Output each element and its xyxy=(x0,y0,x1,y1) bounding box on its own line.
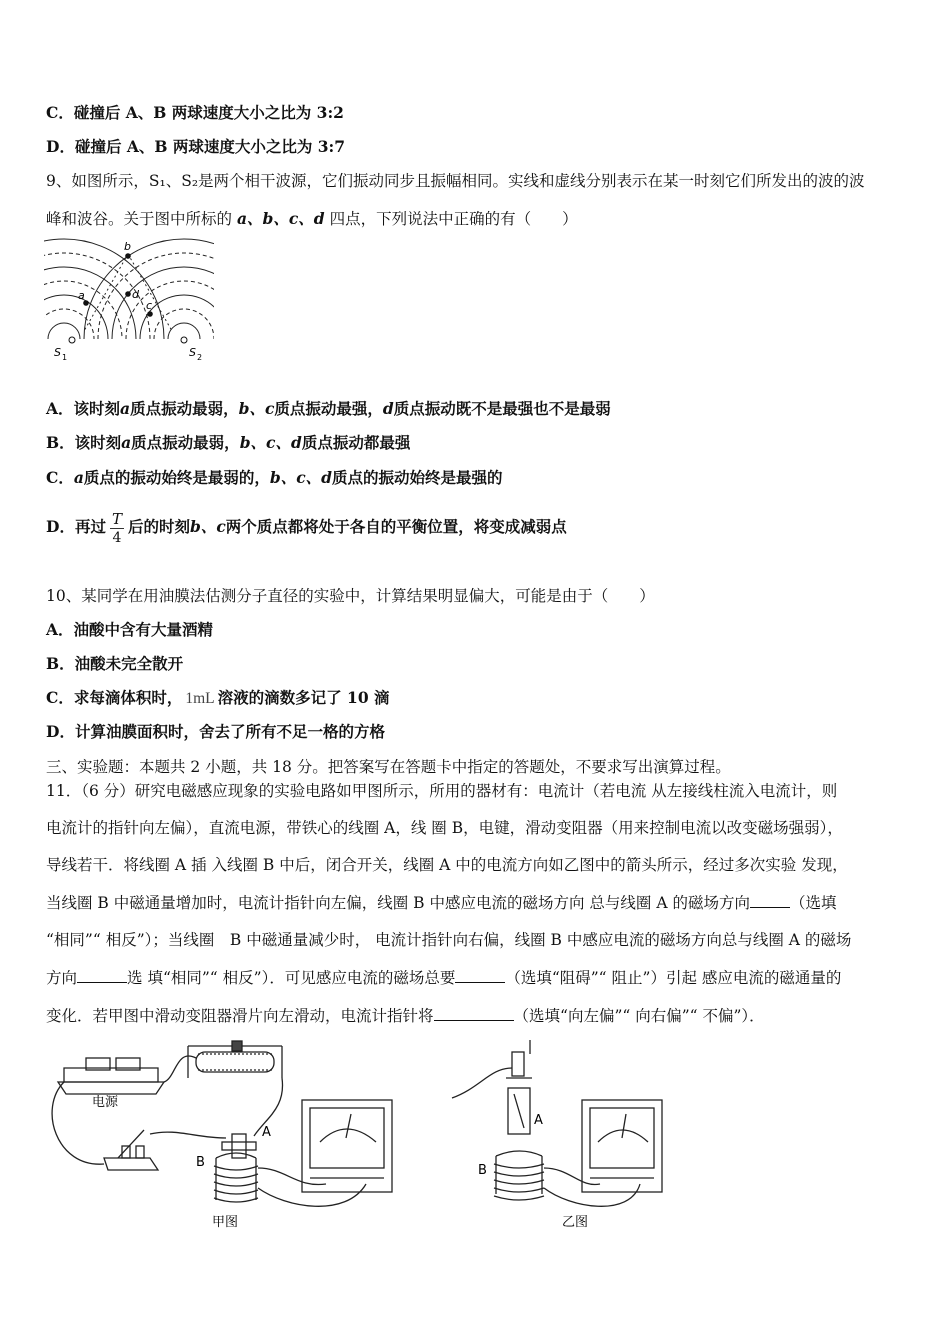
label-coil-b-left: B xyxy=(196,1155,205,1170)
q11-line3: 导线若干．将线圈 A 插 入线圈 B 中后，闭合开关，线圈 A 中的电流方向如乙图中的箭头所示，经过多次实验 发现， xyxy=(46,856,848,874)
q11-text: （选填 xyxy=(789,894,837,912)
unit-ml: 1mL xyxy=(185,690,215,707)
q11-text: 选 填“相同”“ 相反”）．可见感应电流的磁场总要 xyxy=(127,969,456,987)
label-d: d xyxy=(132,288,139,301)
option-text: 质点的振动始终是最强的 xyxy=(332,468,503,487)
option-text: 质点振动最弱， xyxy=(131,433,240,452)
q11-line6 xyxy=(46,966,910,989)
answer-blank-4[interactable] xyxy=(434,1004,514,1021)
q10-stem: 10、某同学在用油膜法估测分子直径的实验中，计算结果明显偏大，可能是由于（ ） xyxy=(46,587,655,605)
q11-line5: “相同”“ 相反”）；当线圈 B 中磁通量减少时， 电流计指针向右偏，线圈 B 中感应电流的磁场方向总与线圈 A 的磁场 xyxy=(46,931,852,949)
option-text: 质点振动最强， xyxy=(274,399,383,418)
q11-line7 xyxy=(46,1004,910,1027)
label-a: a xyxy=(78,289,85,302)
point-c xyxy=(147,311,153,317)
q11-text: 变化．若甲图中滑动变阻器滑片向左滑动，电流计指针将 xyxy=(46,1007,434,1025)
q11-line2: 电流计的指针向左偏），直流电源，带铁心的线圈 A，线 圈 B，电键，滑动变阻器（用来控制电流以改变磁场强弱）， xyxy=(46,819,843,837)
section-3-heading: 三、实验题：本题共 2 小题，共 18 分。把答案写在答题卡中指定的答题处，不要求写出演算过程。 xyxy=(46,758,731,776)
q10-option-a xyxy=(46,619,910,641)
label-coil-a-right: A xyxy=(534,1113,543,1128)
fraction-numerator: T xyxy=(111,509,122,528)
q9-wave-figure xyxy=(44,236,214,364)
q9-stem-line2 xyxy=(46,208,910,230)
circuit-figure-yi xyxy=(450,1038,680,1233)
option-text: 再过 xyxy=(74,517,106,536)
answer-blank-1[interactable] xyxy=(750,891,790,908)
q9-option-d xyxy=(46,504,910,550)
q9-option-a xyxy=(46,398,910,420)
option-label: A． xyxy=(46,399,74,418)
q9-stem-line1: 9、如图所示，S₁、S₂是两个相干波源，它们振动同步且振幅相同。实线和虚线分别表示在某一时刻它们所发出的波的波 xyxy=(46,172,865,190)
option-text: 油酸未完全散开 xyxy=(74,654,184,673)
option-var: d xyxy=(382,399,394,418)
q9-stem-vars: a、b、c、d xyxy=(236,209,325,228)
q10-option-d xyxy=(46,721,910,743)
option-text: 该时刻 xyxy=(74,433,122,452)
option-text: 计算油膜面积时，舍去了所有不足一格的方格 xyxy=(74,722,385,741)
circuit-figure-jia xyxy=(46,1038,406,1233)
label-s2-sub: 2 xyxy=(197,353,203,362)
option-var: a xyxy=(73,468,84,487)
q10-option-c xyxy=(46,687,910,710)
source-s2 xyxy=(181,337,187,343)
option-label: C． xyxy=(46,468,74,487)
option-text: 质点振动都最强 xyxy=(301,433,411,452)
label-s2: S xyxy=(189,346,196,359)
option-var: a xyxy=(120,399,131,418)
option-text: 该时刻 xyxy=(73,399,121,418)
option-text: 质点振动既不是最强也不是最弱 xyxy=(393,399,611,418)
caption-jia: 甲图 xyxy=(212,1215,239,1230)
q9-option-c xyxy=(46,467,910,489)
label-s1: S xyxy=(54,346,61,359)
option-text: 质点振动最弱， xyxy=(130,399,239,418)
option-var: b、c xyxy=(190,517,226,536)
option-label: B． xyxy=(46,433,75,452)
q11-text: 方向 xyxy=(46,969,78,987)
option-var: b、c、d xyxy=(239,433,302,452)
option-text: 两个质点都将处于各自的平衡位置，将变成减弱点 xyxy=(225,517,567,536)
q9-option-b xyxy=(46,432,910,454)
q10-option-b xyxy=(46,653,910,675)
q9-stem-text-2: 四点，下列说法中正确的有（ ） xyxy=(329,210,578,228)
q11-line4 xyxy=(46,891,910,914)
label-power: 电源 xyxy=(92,1095,119,1110)
option-label: D． xyxy=(46,722,75,741)
option-text: 溶液的滴数多记了 10 滴 xyxy=(217,688,390,707)
q11-text: 当线圈 B 中磁通量增加时，电流计指针向左偏，线圈 B 中感应电流的磁场方向 总与线圈 A 的磁场方向 xyxy=(46,894,750,912)
answer-blank-3[interactable] xyxy=(455,966,505,983)
option-label: C． xyxy=(46,688,74,707)
q11-text: （选填“向左偏”“ 向右偏”“ 不偏”）． xyxy=(513,1007,765,1025)
option-label: B． xyxy=(46,654,75,673)
option-text: 油酸中含有大量酒精 xyxy=(73,620,214,639)
q11-text: （选填“阻碍”“ 阻止”）引起 感应电流的磁通量的 xyxy=(505,969,842,987)
q9-stem-text: 峰和波谷。关于图中所标的 xyxy=(46,210,233,228)
label-c: c xyxy=(146,299,153,312)
point-d xyxy=(125,291,131,297)
answer-blank-2[interactable] xyxy=(77,966,127,983)
label-b: b xyxy=(124,240,131,253)
option-label: D． xyxy=(46,517,75,536)
q11-line1: 11．（6 分）研究电磁感应现象的实验电路如甲图所示，所用的器材有：电流计（若电流 从左接线柱流入电流计，则 xyxy=(46,782,838,800)
q8-option-d: D．碰撞后 A、B 两球速度大小之比为 3:7 xyxy=(46,137,346,156)
option-var: b、c xyxy=(238,399,275,418)
label-coil-b-right: B xyxy=(478,1163,487,1178)
option-var: a xyxy=(121,433,132,452)
option-label: A． xyxy=(46,620,74,639)
option-text: 后的时刻 xyxy=(127,517,190,536)
fraction-denominator: 4 xyxy=(112,529,122,546)
fraction-t-over-4 xyxy=(110,510,124,547)
label-s1-sub: 1 xyxy=(62,353,68,362)
option-text: 求每滴体积时， xyxy=(73,688,183,707)
label-coil-a-left: A xyxy=(262,1125,271,1140)
point-b xyxy=(125,253,131,259)
caption-yi: 乙图 xyxy=(562,1215,589,1230)
option-var: b、c、d xyxy=(269,468,333,487)
source-s1 xyxy=(69,337,75,343)
option-text: 质点的振动始终是最弱的， xyxy=(83,468,270,487)
q8-option-c: C．碰撞后 A、B 两球速度大小之比为 3:2 xyxy=(46,103,344,122)
